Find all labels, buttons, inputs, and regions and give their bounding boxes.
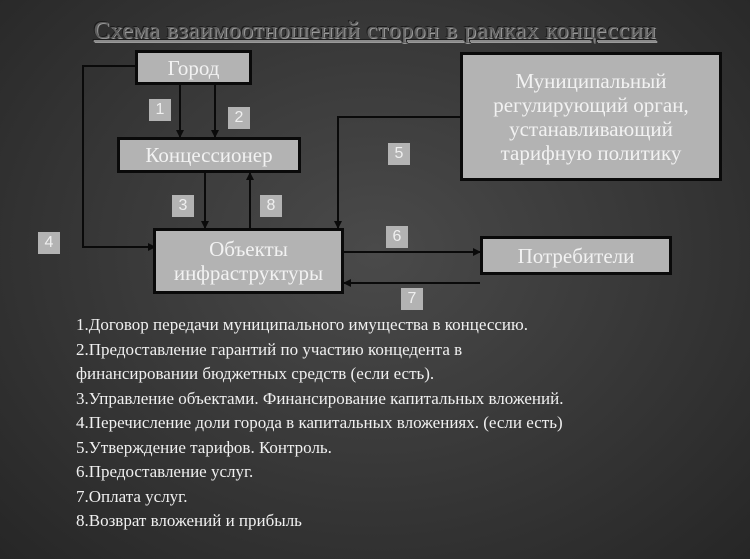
legend-item-8: 8.Возврат вложений и прибыль (76, 511, 302, 530)
legend-item-7: 7.Оплата услуг. (76, 486, 188, 506)
badge-5: 5 (388, 143, 410, 165)
badge-6: 6 (386, 226, 408, 248)
regulator-box: Муниципальный регулирующий орган, устанавливающий тарифную политику (460, 52, 722, 181)
badge-8: 8 (260, 195, 282, 217)
legend-item-5: 5.Утверждение тарифов. Контроль. (76, 437, 332, 457)
badge-2: 2 (228, 107, 250, 129)
legend-item-2: 2.Предоставление гарантий по участию концедента в (76, 339, 463, 359)
badge-7: 7 (401, 288, 423, 310)
diagram-title: Схема взаимоотношений сторон в рамках концессии (93, 18, 657, 44)
legend-item-1: 1.Договор передачи муниципального имущества в концессию. (76, 315, 528, 334)
infrastructure-box: Объекты инфраструктуры (153, 228, 344, 294)
legend-item-4: 4.Перечисление доли города в капитальных вложениях. (если есть) (76, 413, 563, 432)
legend-item-2-continued: финансировании бюджетных средств (если есть). (76, 364, 435, 383)
legend-list (76, 313, 748, 534)
city-box: Город (135, 50, 252, 85)
concessionaire-box: Концессионер (117, 137, 301, 173)
badge-3: 3 (172, 195, 194, 217)
arrow-5 (338, 117, 462, 228)
badge-1: 1 (149, 99, 171, 121)
legend-item-6: 6.Предоставление услуг. (76, 462, 254, 481)
consumers-box: Потребители (480, 236, 672, 275)
badge-4: 4 (38, 232, 60, 254)
legend-item-3: 3.Управление объектами. Финансирование капитальных вложений. (76, 388, 564, 408)
